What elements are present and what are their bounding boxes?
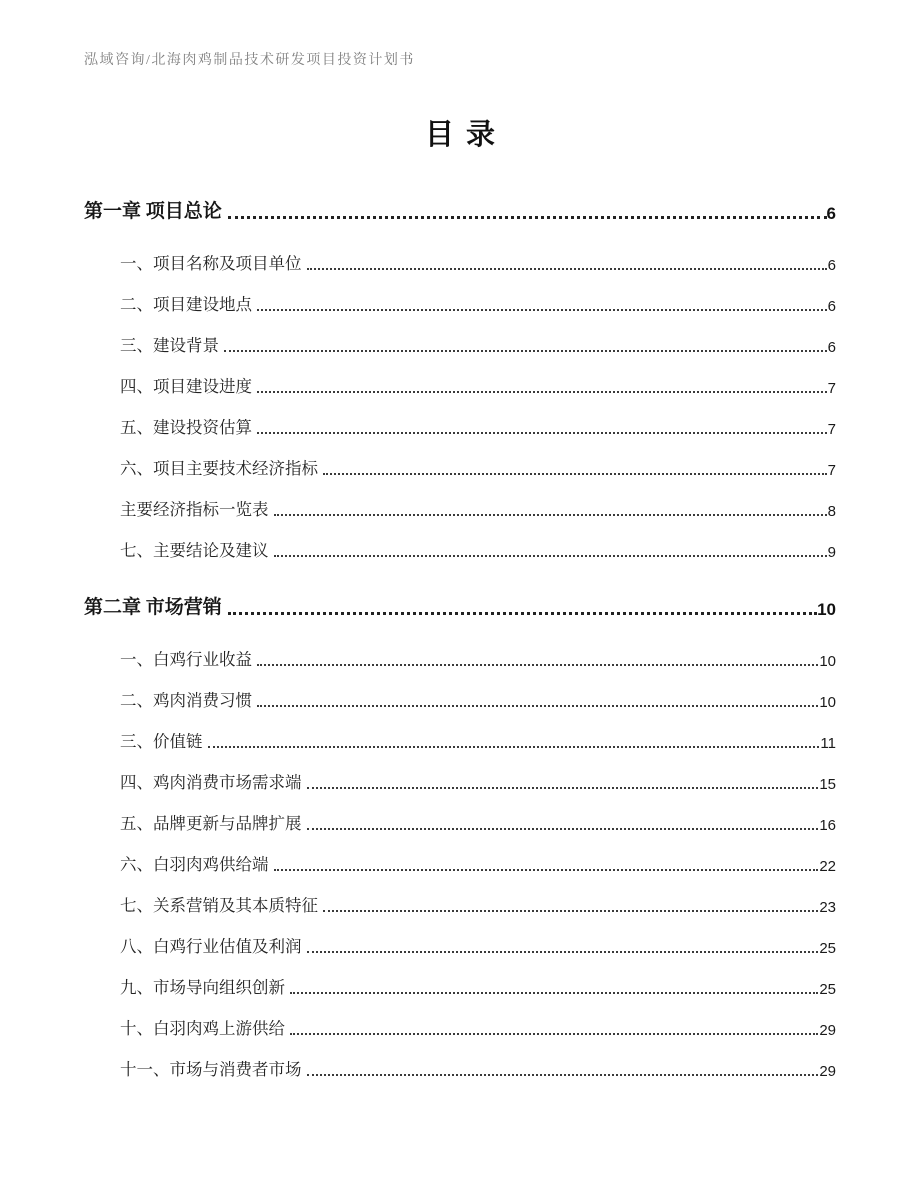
toc-item-row[interactable] — [120, 998, 836, 1039]
toc-item-label: 二、项目建设地点 — [120, 295, 252, 315]
toc-chapter-page-number: 6 — [826, 204, 836, 224]
toc-item-row[interactable] — [120, 711, 836, 752]
dotted-leader — [257, 664, 818, 666]
toc — [84, 175, 836, 1080]
dotted-leader — [274, 514, 827, 516]
toc-item-row[interactable] — [120, 629, 836, 670]
toc-item-page-number: 23 — [819, 899, 836, 917]
toc-item-label: 八、白鸡行业估值及利润 — [120, 937, 302, 957]
toc-item-page-number: 25 — [819, 981, 836, 999]
toc-item-page-number: 29 — [819, 1022, 836, 1040]
dotted-leader — [228, 216, 827, 219]
toc-chapter-label: 第二章 市场营销 — [84, 597, 222, 619]
toc-item-page-number: 25 — [819, 940, 836, 958]
toc-item-label: 六、项目主要技术经济指标 — [120, 459, 318, 479]
toc-item-label: 十、白羽肉鸡上游供给 — [120, 1019, 285, 1039]
toc-chapter-label: 第一章 项目总论 — [84, 201, 222, 223]
toc-item-row[interactable] — [120, 957, 836, 998]
toc-item-row[interactable] — [120, 875, 836, 916]
dotted-leader — [257, 432, 827, 434]
dotted-leader — [257, 705, 818, 707]
toc-item-page-number: 6 — [827, 298, 836, 316]
toc-item-row[interactable] — [120, 479, 836, 520]
toc-item-label: 十一、市场与消费者市场 — [120, 1060, 302, 1080]
dotted-leader — [274, 869, 819, 871]
toc-item-page-number: 10 — [819, 653, 836, 671]
toc-item-row[interactable] — [120, 793, 836, 834]
toc-item-page-number: 6 — [827, 257, 836, 275]
toc-item-row[interactable] — [120, 1039, 836, 1080]
toc-item-page-number: 16 — [819, 817, 836, 835]
dotted-leader — [307, 787, 819, 789]
toc-item-row[interactable] — [120, 356, 836, 397]
toc-item-label: 三、建设背景 — [120, 336, 219, 356]
toc-item-page-number: 7 — [827, 462, 836, 480]
toc-item-row[interactable] — [120, 315, 836, 356]
dotted-leader — [224, 350, 827, 352]
dotted-leader — [290, 1033, 818, 1035]
toc-item-row[interactable] — [120, 752, 836, 793]
dotted-leader — [323, 910, 818, 912]
toc-item-page-number: 7 — [827, 421, 836, 439]
toc-item-row[interactable] — [120, 916, 836, 957]
toc-chapter-items — [84, 233, 836, 561]
toc-chapter — [84, 571, 836, 1080]
toc-item-label: 一、白鸡行业收益 — [120, 650, 252, 670]
toc-item-row[interactable] — [120, 438, 836, 479]
toc-item-label: 五、品牌更新与品牌扩展 — [120, 814, 302, 834]
dotted-leader — [323, 473, 827, 475]
toc-item-label: 四、项目建设进度 — [120, 377, 252, 397]
toc-item-label: 四、鸡肉消费市场需求端 — [120, 773, 302, 793]
toc-item-page-number: 15 — [819, 776, 836, 794]
toc-item-row[interactable] — [120, 834, 836, 875]
toc-chapter-row[interactable] — [84, 571, 836, 619]
toc-item-label: 六、白羽肉鸡供给端 — [120, 855, 269, 875]
toc-item-page-number: 10 — [819, 694, 836, 712]
toc-item-label: 三、价值链 — [120, 732, 203, 752]
toc-item-page-number: 7 — [827, 380, 836, 398]
dotted-leader — [274, 555, 827, 557]
document-header: 泓域咨询/北海肉鸡制品技术研发项目投资计划书 — [84, 53, 415, 68]
toc-item-page-number: 11 — [820, 735, 836, 753]
toc-item-row[interactable] — [120, 520, 836, 561]
toc-item-label: 七、关系营销及其本质特征 — [120, 896, 318, 916]
dotted-leader — [307, 828, 819, 830]
toc-item-page-number: 6 — [827, 339, 836, 357]
toc-item-row[interactable] — [120, 233, 836, 274]
toc-item-page-number: 9 — [827, 544, 836, 562]
toc-chapter-page-number: 10 — [817, 600, 836, 620]
toc-item-label: 二、鸡肉消费习惯 — [120, 691, 252, 711]
toc-item-label: 七、主要结论及建议 — [120, 541, 269, 561]
dotted-leader — [307, 1074, 819, 1076]
toc-item-label: 主要经济指标一览表 — [120, 500, 269, 520]
dotted-leader — [307, 268, 827, 270]
dotted-leader — [228, 612, 817, 615]
dotted-leader — [257, 391, 827, 393]
dotted-leader — [290, 992, 818, 994]
toc-item-row[interactable] — [120, 274, 836, 315]
toc-item-label: 五、建设投资估算 — [120, 418, 252, 438]
toc-item-page-number: 22 — [819, 858, 836, 876]
toc-item-label: 一、项目名称及项目单位 — [120, 254, 302, 274]
dotted-leader — [257, 309, 827, 311]
toc-item-page-number: 8 — [827, 503, 836, 521]
page-title: 目录 — [424, 119, 507, 152]
toc-chapter-items — [84, 629, 836, 1080]
toc-chapter — [84, 175, 836, 561]
toc-item-row[interactable] — [120, 397, 836, 438]
toc-item-page-number: 29 — [819, 1063, 836, 1081]
dotted-leader — [208, 746, 820, 748]
toc-chapter-row[interactable] — [84, 175, 836, 223]
toc-item-row[interactable] — [120, 670, 836, 711]
toc-item-label: 九、市场导向组织创新 — [120, 978, 285, 998]
dotted-leader — [307, 951, 819, 953]
